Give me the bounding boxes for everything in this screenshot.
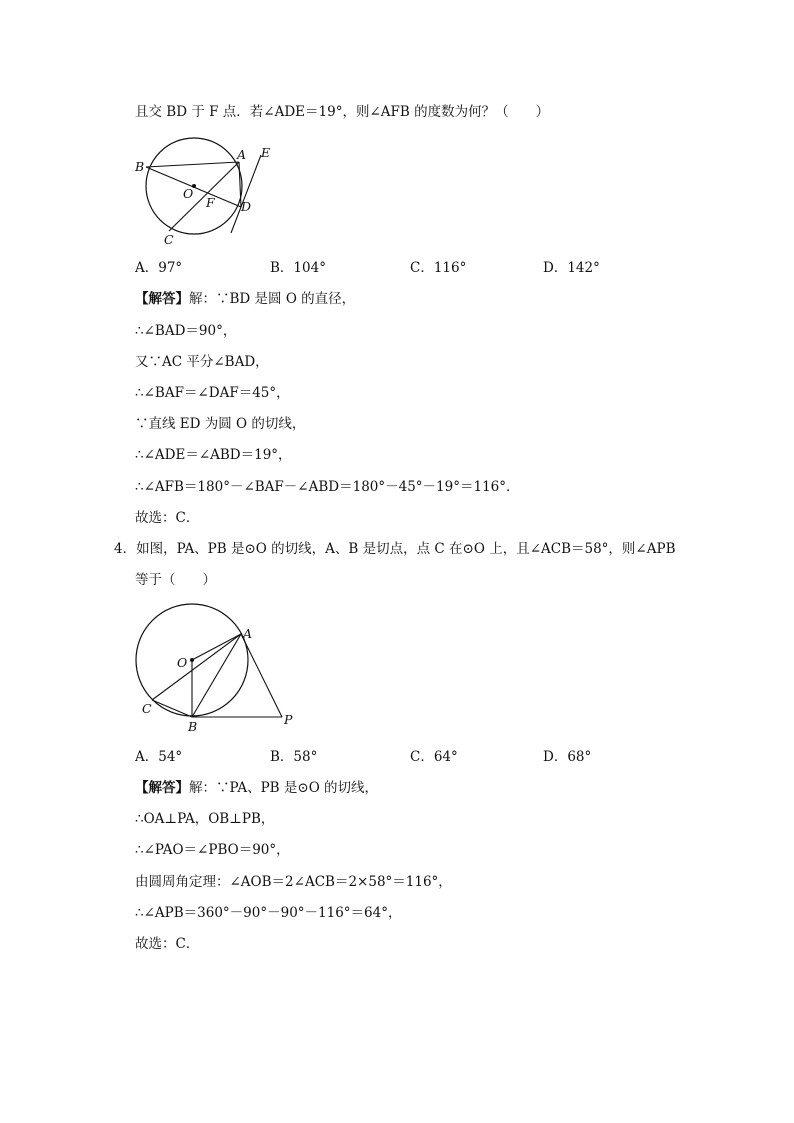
q3-label-c: C: [164, 232, 174, 247]
q4-stem-line-2: 等于（ ）: [135, 572, 216, 588]
q4-label-a: A: [243, 626, 253, 641]
q4-solution-tag: 【解答】: [135, 780, 189, 796]
q4-stem-line-1: 4．如图，PA、PB 是⊙O 的切线，A、B 是切点，点 C 在⊙O 上，且∠ACB＝58°，则∠APB: [114, 541, 676, 557]
q4-figure: [130, 600, 310, 734]
q4-label-c: C: [142, 701, 152, 716]
q3-label-f: F: [206, 195, 215, 210]
q3-solution-line-8: 故选：C．: [135, 510, 200, 526]
q3-label-d: D: [241, 199, 252, 214]
q4-option-a: A．54°: [135, 749, 183, 765]
q3-option-d: D．142°: [543, 260, 600, 276]
q4-chord-cb: [152, 700, 192, 717]
q4-label-o: O: [177, 655, 188, 670]
q4-label-b: B: [188, 719, 198, 734]
q3-option-b: B．104°: [270, 260, 326, 276]
q4-solution-line-1: 【解答】解：∵PA、PB 是⊙O 的切线，: [135, 780, 379, 796]
q3-solution-line-6: ∴∠ADE＝∠ABD＝19°，: [135, 447, 292, 463]
q4-option-b: B．58°: [270, 749, 318, 765]
q4-option-c: C．64°: [410, 749, 458, 765]
q3-label-e: E: [261, 145, 271, 160]
q4-solution-line-4: 由圆周角定理：∠AOB＝2∠ACB＝2×58°＝116°，: [135, 874, 452, 890]
q3-figure: [130, 140, 290, 250]
q3-solution-line-7: ∴∠AFB＝180°－∠BAF－∠ABD＝180°－45°－19°＝116°．: [135, 479, 520, 495]
q4-label-p: P: [284, 712, 293, 727]
q4-center-dot: [190, 658, 194, 662]
q4-number: 4．: [114, 541, 137, 557]
q3-solution-line-4: ∴∠BAF＝∠DAF＝45°，: [135, 385, 290, 401]
q3-option-c: C．116°: [410, 260, 467, 276]
q3-tangent-ed: [231, 155, 261, 233]
q4-option-d: D．68°: [543, 749, 592, 765]
q3-label-b: B: [135, 159, 145, 174]
q4-solution-line-6: 故选：C．: [135, 936, 200, 952]
q3-chord-ba: [146, 162, 239, 167]
q4-solution-line-5: ∴∠APB＝360°－90°－90°－116°＝64°，: [135, 905, 402, 921]
q3-option-a: A．97°: [135, 260, 183, 276]
q3-label-a: A: [237, 147, 247, 162]
q4-tangent-pa: [241, 634, 282, 717]
q3-stem-tail: 且交 BD 于 F 点．若∠ADE＝19°，则∠AFB 的度数为何？（ ）: [135, 104, 550, 120]
q3-solution-line-3: 又∵AC 平分∠BAD，: [135, 354, 269, 370]
q4-chord-ca: [152, 634, 241, 700]
q3-solution-tag: 【解答】: [135, 291, 189, 307]
q3-solution-line-1: 【解答】解：∵BD 是圆 O 的直径，: [135, 291, 356, 307]
q4-solution-line-2: ∴OA⊥PA，OB⊥PB，: [135, 811, 275, 827]
q3-chord-ac: [169, 162, 239, 231]
q4-solution-line-3: ∴∠PAO＝∠PBO＝90°，: [135, 842, 290, 858]
q3-label-o: O: [183, 186, 194, 201]
q3-solution-line-5: ∵直线 ED 为圆 O 的切线，: [135, 416, 306, 432]
q3-solution-line-2: ∴∠BAD＝90°，: [135, 323, 237, 339]
